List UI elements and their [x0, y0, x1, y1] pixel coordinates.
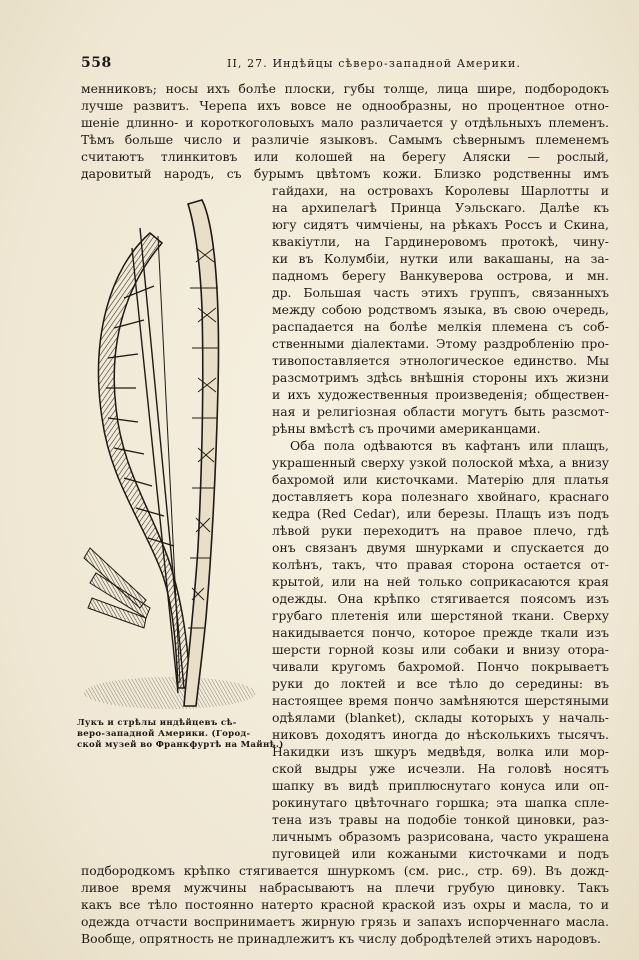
page-number: 558	[81, 55, 112, 71]
text-line: настоящее время пончо замѣняются шерстяными	[272, 693, 609, 708]
text-line: и ихъ художественныя произведенія; обществен-	[272, 387, 609, 402]
figure-caption	[77, 718, 284, 751]
text-line: крытой, или на ней только соприкасаются края	[272, 574, 609, 589]
text-line: падномъ берегу Ванкуверова острова, и мн.	[272, 268, 609, 283]
caption-line: веро-западной Америки. (Город-	[77, 729, 251, 739]
text-line: шерсти горной козы или собаки и внизу отора-	[272, 642, 609, 657]
text-line: руки до локтей и все тѣло до середины: въ	[272, 676, 609, 691]
text-line: рѣны вмѣстѣ съ прочими американцами.	[272, 421, 541, 436]
caption-line: ской музей во Франкфуртѣ на Майнѣ.)	[77, 740, 284, 750]
text-line: одежды. Она крѣпко стягивается поясомъ изъ	[272, 591, 609, 606]
ground-shadow	[84, 677, 256, 709]
text-line: грубаго плетенія или шерстяной ткани. Сверху	[272, 608, 609, 623]
text-line: разсмотримъ здѣсь внѣшнія стороны ихъ жизни	[272, 370, 609, 385]
text-line: одѣялами (blanket), склады которыхъ у началь-	[272, 710, 609, 725]
text-line: шеніе длинно- и короткоголовыхъ мало различается у отдѣльныхъ племенъ.	[81, 115, 609, 130]
text-line: бахромой или кисточками. Матерію для платья	[272, 472, 609, 487]
text-line: доставляетъ кора полезнаго хвойнаго, краснаго	[272, 489, 609, 504]
bow-limb-right	[184, 200, 218, 706]
text-line: какъ все тѣло постоянно натерто красной краской изъ охры и масла, то и	[81, 897, 609, 912]
text-line: никовъ доходятъ иногда до нѣсколькихъ тысячъ.	[272, 727, 609, 742]
text-line: одежда отчасти воспринимаетъ жирную грязь и запахъ испорченнаго масла.	[81, 914, 609, 929]
text-line: подбородкомъ крѣпко стягивается шнуркомъ (см. рис., стр. 69). Въ дожд-	[81, 863, 609, 878]
text-line: югу сидятъ чимчіены, на рѣкахъ Россъ и Скина,	[272, 217, 609, 232]
text-line: менниковъ; носы ихъ болѣе плоски, губы толще, лица шире, подбородокъ	[81, 81, 609, 96]
text-line: Тѣмъ больше число и различіе языковъ. Самымъ сѣвернымъ племенемъ	[81, 132, 609, 147]
caption-line: Лукъ и стрѣлы индѣйцевъ сѣ-	[77, 718, 237, 728]
running-title: II, 27. Индѣйцы сѣверо-западной Америки.	[227, 57, 522, 70]
text-line: шапку въ видѣ приплюснутаго конуса или оп-	[272, 778, 609, 793]
page-header	[81, 55, 609, 77]
text-line: даровитый народъ, съ бурымъ цвѣтомъ кожи. Близко родственны имъ	[81, 166, 609, 181]
text-line: тена изъ травы на подобіе тонкой циновки, раз-	[272, 812, 609, 827]
text-line: ской выдры уже исчезли. На головѣ носятъ	[272, 761, 609, 776]
text-line: Вообще, опрятность не принадлежитъ къ числу добродѣтелей этихъ народовъ.	[81, 931, 601, 946]
text-line: пуговицей или кожаными кисточками и подъ	[272, 846, 609, 861]
text-line: Оба пола одѣваются въ кафтанъ или плащъ,	[290, 438, 609, 453]
text-line: колѣнъ, такъ, что правая сторона остается от-	[272, 557, 609, 572]
text-line: кедра (Red Cedar), или березы. Плащъ изъ подъ	[272, 506, 609, 521]
text-line: тивопоставляется этнологическое единство. Мы	[272, 353, 609, 368]
text-line: рокинутаго цвѣточнаго горшка; эта шапка спле-	[272, 795, 609, 810]
text-line: на архипелагѣ Принца Уэльскаго. Далѣе къ	[272, 200, 609, 215]
text-line: онъ связанъ двумя шнурками и спускается до	[272, 540, 609, 555]
text-line: квакіутли, на Гардинеровомъ протокѣ, чину-	[272, 234, 609, 249]
text-line: др. Большая часть этихъ группъ, связанныхъ	[272, 285, 609, 300]
text-line: ки въ Колумбіи, нутки или вакашаны, на за-	[272, 251, 609, 266]
text-line: между собою родствомъ языка, въ свою очередь,	[272, 302, 609, 317]
text-line: считаютъ тлинкитовъ или колошей на берегу Аляски — рослый,	[81, 149, 609, 164]
text-line: накидывается пончо, которое прежде ткали изъ	[272, 625, 609, 640]
arrow-fletching	[84, 548, 150, 628]
text-line: гайдахи, на островахъ Королевы Шарлотты и	[272, 183, 609, 198]
text-line: ная и религіозная области могутъ быть разсмот-	[272, 404, 609, 419]
text-line: ливое время мужчины набрасываютъ на плечи грубую циновку. Такъ	[81, 880, 609, 895]
text-line: распадается на болѣе мелкія племена съ соб-	[272, 319, 609, 334]
text-line: личнымъ образомъ разрисована, часто украшена	[272, 829, 609, 844]
text-line: лѣвой руки переходитъ на правое плечо, гдѣ	[272, 523, 609, 538]
text-line: Накидки изъ шкуръ медвѣдя, волка или мор-	[272, 744, 609, 759]
text-line: украшенный сверху узкой полоской мѣха, а внизу	[272, 455, 609, 470]
text-line: лучше развитъ. Черепа ихъ вовсе не однообразны, но процентное отно-	[81, 98, 609, 113]
bow-and-arrows-illustration	[80, 188, 268, 716]
text-line: чивали кругомъ бахромой. Пончо покрываетъ	[272, 659, 609, 674]
text-line: ственными діалектами. Этому раздробленію про-	[272, 336, 609, 351]
